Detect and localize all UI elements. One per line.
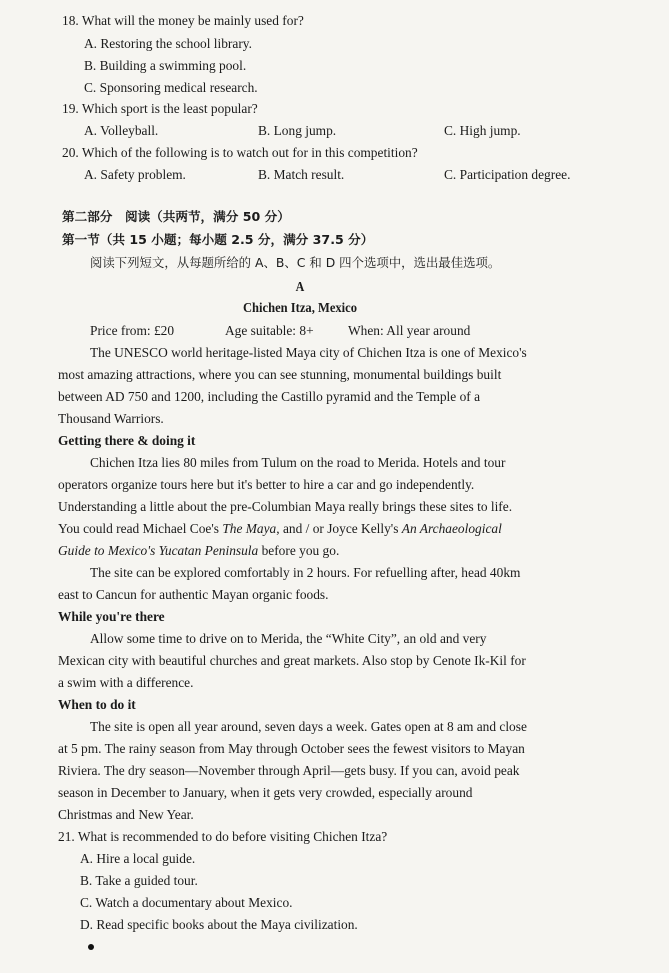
q19-stem: 19. Which sport is the least popular? bbox=[62, 101, 258, 116]
q20-stem: 20. Which of the following is to watch out for in this competition? bbox=[62, 145, 418, 160]
heading-while-there: While you're there bbox=[58, 609, 165, 624]
p4-line-2: Mexican city with beautiful churches and great markets. Also stop by Cenote Ik-Kil for bbox=[58, 653, 526, 668]
p3-line-1: The site can be explored comfortably in 2 hours. For refuelling after, head 40km bbox=[90, 565, 521, 580]
book-title-the-maya: The Maya bbox=[222, 521, 277, 536]
meta-price: Price from: £20 bbox=[90, 323, 175, 338]
p1-line-4: Thousand Warriors. bbox=[58, 411, 164, 426]
q21-option-b: B. Take a guided tour. bbox=[80, 873, 198, 888]
q21-option-c: C. Watch a documentary about Mexico. bbox=[80, 895, 293, 910]
p5-line-2: at 5 pm. The rainy season from May through October sees the fewest visitors to Mayan bbox=[58, 741, 525, 756]
p1-line-2: most amazing attractions, where you can see stunning, monumental buildings built bbox=[58, 367, 502, 382]
passage-letter: A bbox=[295, 279, 305, 294]
heading-when: When to do it bbox=[58, 697, 136, 712]
p2-line-1: Chichen Itza lies 80 miles from Tulum on the road to Merida. Hotels and tour bbox=[90, 455, 506, 470]
reading-instruction: 阅读下列短文，从每题所给的 A、B、C 和 D 四个选项中，选出最佳选项。 bbox=[90, 255, 501, 270]
p5-line-4: season in December to January, when it gets very crowded, especially around bbox=[58, 785, 473, 800]
p4-line-1: Allow some time to drive on to Merida, the “White City”, an old and very bbox=[90, 631, 487, 646]
q19-option-c: C. High jump. bbox=[444, 123, 521, 138]
p2-line-2: operators organize tours here but it's better to hire a car and go independently. bbox=[58, 477, 475, 492]
q20-option-c: C. Participation degree. bbox=[444, 167, 571, 182]
p1-line-3: between AD 750 and 1200, including the Castillo pyramid and the Temple of a bbox=[58, 389, 481, 404]
p5-line-5: Christmas and New Year. bbox=[58, 807, 194, 822]
q21-option-d: D. Read specific books about the Maya civilization. bbox=[80, 917, 358, 932]
p1-line-1: The UNESCO world heritage-listed Maya city of Chichen Itza is one of Mexico's bbox=[90, 345, 527, 360]
q20-option-b: B. Match result. bbox=[258, 167, 345, 182]
p2-line-5: Guide to Mexico's Yucatan Peninsula before you go. bbox=[58, 543, 340, 558]
meta-age: Age suitable: 8+ bbox=[225, 323, 314, 338]
q19-option-a: A. Volleyball. bbox=[84, 123, 159, 138]
meta-when: When: All year around bbox=[348, 323, 471, 338]
heading-getting-there: Getting there & doing it bbox=[58, 433, 196, 448]
book-title-archaeological-guide-part2: Guide to Mexico's Yucatan Peninsula bbox=[58, 543, 259, 558]
ink-dot bbox=[88, 944, 94, 950]
section1-heading: 第一节（共 15 小题；每小题 2.5 分，满分 37.5 分） bbox=[62, 232, 374, 247]
p3-line-2: east to Cancun for authentic Mayan organic foods. bbox=[58, 587, 329, 602]
q21-stem: 21. What is recommended to do before visiting Chichen Itza? bbox=[58, 829, 388, 844]
q18-option-c: C. Sponsoring medical research. bbox=[84, 80, 258, 95]
p5-line-1: The site is open all year around, seven days a week. Gates open at 8 am and close bbox=[90, 719, 527, 734]
passage-title: Chichen Itza, Mexico bbox=[242, 301, 358, 316]
p2-line-4: You could read Michael Coe's The Maya, and / or Joyce Kelly's An Archaeological bbox=[58, 521, 502, 536]
part2-heading: 第二部分 阅读（共两节，满分 50 分） bbox=[62, 209, 290, 224]
q18-stem: 18. What will the money be mainly used for? bbox=[62, 13, 304, 28]
p5-line-3: Riviera. The dry season—November through April—gets busy. If you can, avoid peak bbox=[58, 763, 520, 778]
p4-line-3: a swim with a difference. bbox=[58, 675, 194, 690]
p2-line-3: Understanding a little about the pre-Columbian Maya really brings these sites to life. bbox=[58, 499, 513, 514]
q21-option-a: A. Hire a local guide. bbox=[80, 851, 196, 866]
q19-option-b: B. Long jump. bbox=[258, 123, 337, 138]
q20-option-a: A. Safety problem. bbox=[84, 167, 186, 182]
q18-option-a: A. Restoring the school library. bbox=[84, 36, 252, 51]
q18-option-b: B. Building a swimming pool. bbox=[84, 58, 247, 73]
book-title-archaeological-guide-part1: An Archaeological bbox=[401, 521, 502, 536]
